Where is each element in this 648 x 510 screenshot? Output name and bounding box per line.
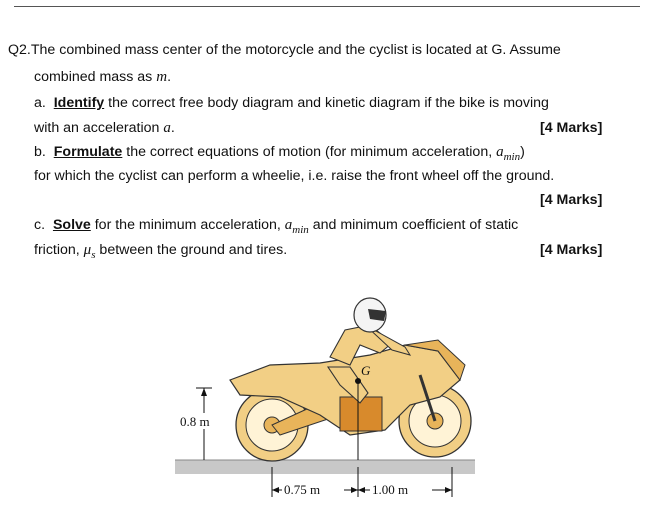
part-a-line-2: with an acceleration a.: [34, 120, 175, 136]
question-line-1: [8, 40, 561, 60]
ground: [175, 460, 475, 474]
mass-center-label: G: [361, 363, 371, 378]
height-dim-label: 0.8 m: [180, 414, 210, 429]
part-b-line-1: b. Formulate the correct equations of motion (for minimum acceleration, $a_{min}$): [34, 144, 525, 163]
question-number: Q2.: [8, 42, 31, 58]
part-c-label: c.: [34, 217, 46, 233]
question-line-2: combined mass as m.: [34, 69, 172, 85]
part-b-line-2: for which the cyclist can perform a wheelie, i.e. raise the front wheel off the ground.: [34, 168, 555, 184]
front-dim-label: 1.00 m: [372, 482, 409, 497]
part-c-line-2: friction, $\mu_s$ between the ground and tires.: [34, 242, 288, 261]
part-b-verb: Formulate: [53, 144, 123, 160]
motorcycle-figure: [170, 285, 490, 505]
part-a-verb: Identify: [53, 95, 105, 111]
part-a-marks: [4 Marks]: [540, 120, 603, 136]
part-a-line-1: a. Identify the correct free body diagram and kinetic diagram if the bike is moving: [34, 95, 549, 111]
part-c-marks: [4 Marks]: [540, 242, 603, 258]
accel-symbol: a: [163, 120, 171, 136]
top-rule: [14, 6, 640, 7]
part-b-label: b.: [34, 144, 46, 160]
part-b-marks: [4 Marks]: [540, 192, 603, 208]
question-intro-1: The combined mass center of the motorcycle and the cyclist is located at G. Assume: [30, 42, 561, 58]
mass-symbol: m: [156, 69, 168, 85]
part-c-verb: Solve: [52, 217, 91, 233]
rear-dim-label: 0.75 m: [284, 482, 321, 497]
motorcycle-diagram: [170, 285, 490, 505]
part-c-line-1: c. Solve for the minimum acceleration, $a_{min}$ and minimum coefficient of static: [34, 217, 519, 236]
part-a-label: a.: [34, 95, 46, 111]
